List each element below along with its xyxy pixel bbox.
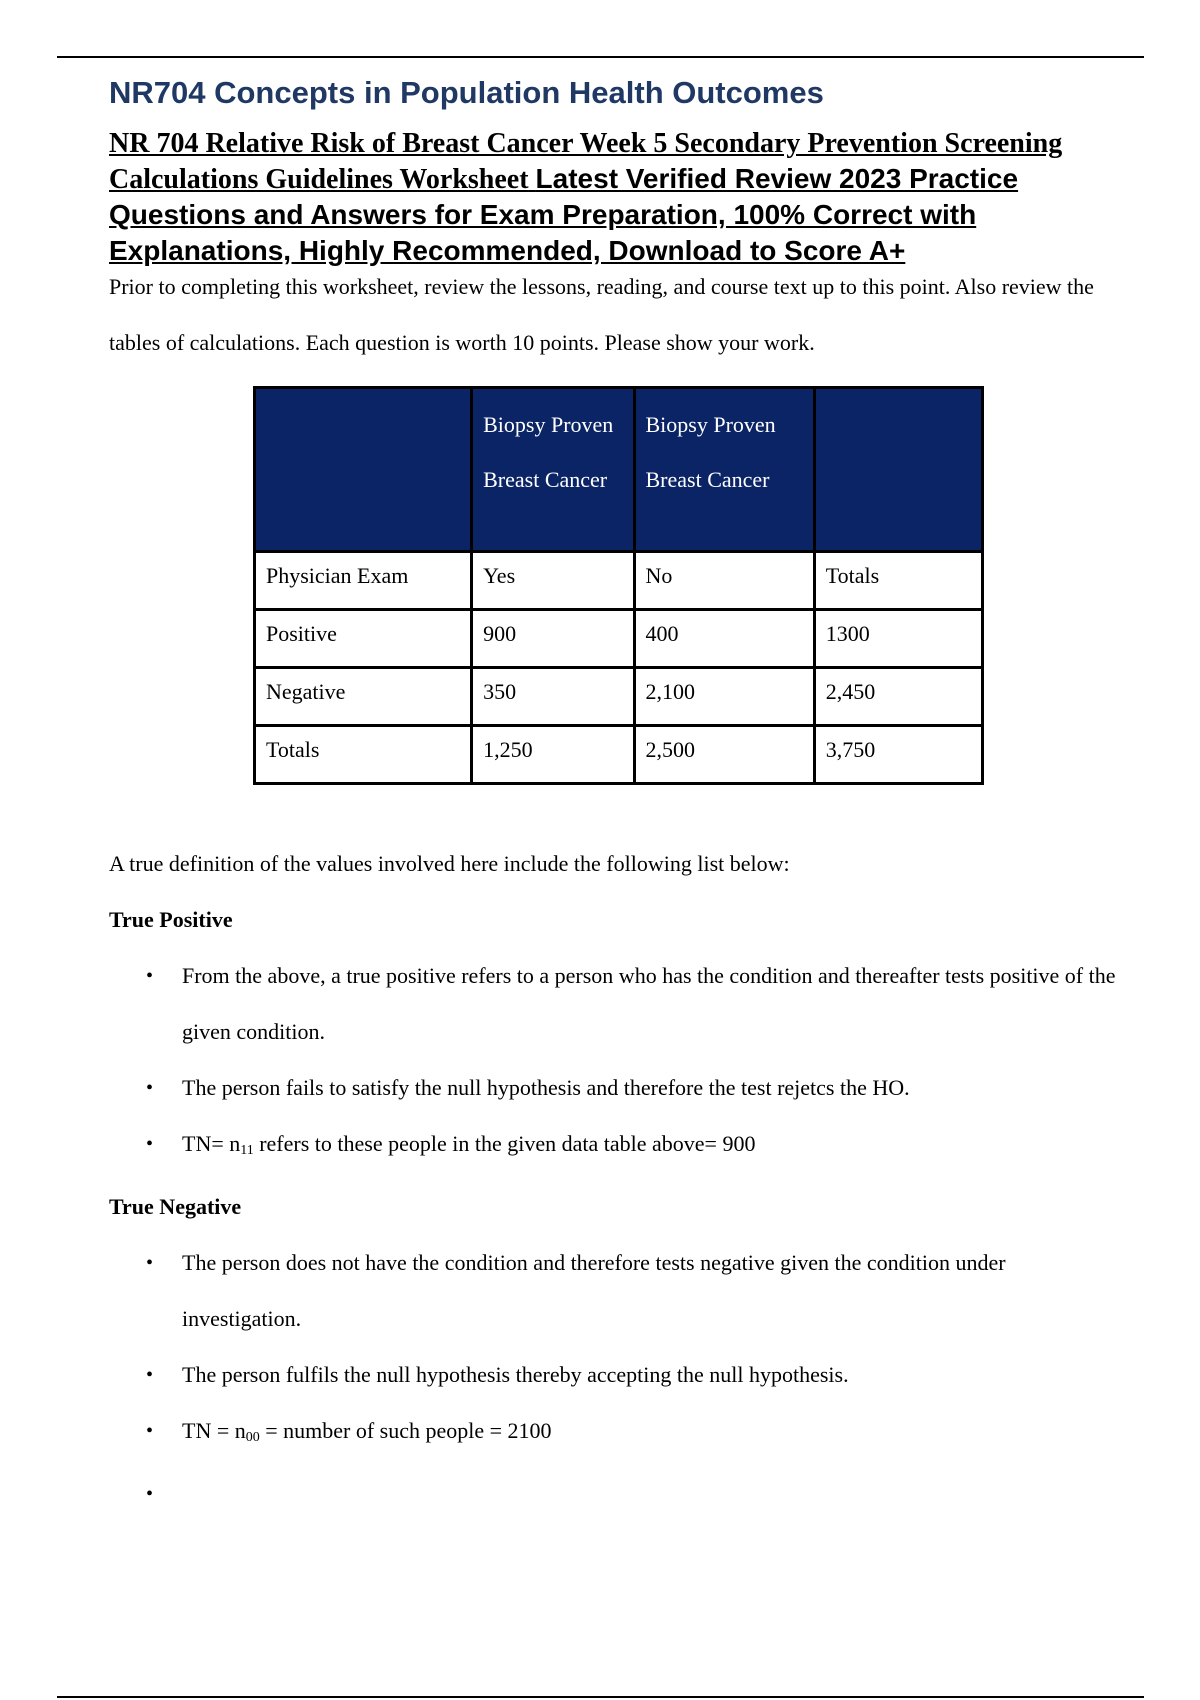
list-item-text: The person fulfils the null hypothesis thereby accepting the null hypothesis. [182,1362,849,1387]
true-positive-list [109,948,1119,1179]
table-row [255,726,983,784]
document-title [109,126,1119,269]
list-item-text: From the above, a true positive refers to a person who has the condition and thereafter tests positive of the given condition. [182,963,1116,1044]
bullet-icon: • [146,1420,154,1442]
document-body [109,70,1119,371]
true-negative-heading: True Negative [109,1194,242,1219]
table-cell: Positive [255,610,472,668]
table-cell: 2,500 [634,726,814,784]
table-cell: 1300 [814,610,982,668]
list-item-subscript: 00 [245,1430,260,1445]
table-row [255,552,983,610]
table-cell: Physician Exam [255,552,472,610]
table-cell: No [634,552,814,610]
bullet-icon: • [146,1252,154,1274]
table-cell: Negative [255,668,472,726]
document-title-sans: Latest Verified Review 2023 Practice Questions and Answers for Exam Preparation, 100% Correct with Explanations, Highly Recommended, Download to Score A+ [109,163,1019,266]
list-item-subscript: 11 [240,1143,254,1158]
course-title: NR704 Concepts in Population Health Outcomes [109,75,824,110]
bottom-rule [57,1696,1144,1698]
table-cell: Yes [472,552,634,610]
bullet-icon: • [146,965,154,987]
list-item-suffix: = number of such people = 2100 [259,1418,552,1443]
bullet-icon: • [146,1483,154,1505]
list-item [109,1116,1119,1179]
list-item-prefix: TN= n [182,1131,241,1156]
table-cell: 2,450 [814,668,982,726]
definitions-lead: A true definition of the values involved here include the following list below: [109,851,790,876]
definitions-section [109,836,1119,1522]
list-item [109,1466,1119,1522]
table-cell: 400 [634,610,814,668]
list-item-prefix: TN = n [182,1418,246,1443]
bullet-icon: • [146,1077,154,1099]
table-header-cell [255,388,472,552]
list-item [109,1347,1119,1403]
list-item [109,1403,1119,1466]
list-item-text: The person does not have the condition and therefore tests negative given the condition under investigation. [182,1250,1006,1331]
screening-table [253,386,984,785]
top-rule [57,56,1144,58]
table-cell: 900 [472,610,634,668]
table-cell: Totals [255,726,472,784]
table-header-cell: Biopsy Proven Breast Cancer [472,388,634,552]
list-item [109,948,1119,1060]
list-item-suffix: refers to these people in the given data table above= 900 [253,1131,756,1156]
list-item [109,1060,1119,1116]
table-cell: 1,250 [472,726,634,784]
table-cell: 2,100 [634,668,814,726]
table-row [255,610,983,668]
table-header-row [255,388,983,552]
table-cell: 3,750 [814,726,982,784]
list-item-text: The person fails to satisfy the null hypothesis and therefore the test rejetcs the HO. [182,1075,910,1100]
table-cell: Totals [814,552,982,610]
true-negative-list [109,1235,1119,1522]
intro-paragraph: Prior to completing this worksheet, review the lessons, reading, and course text up to this point. Also review the tables of calculations. Each question is worth 10 points. Please show your work. [109,274,1094,355]
table-row [255,668,983,726]
table-header-cell [814,388,982,552]
list-item [109,1235,1119,1347]
document-title-serif: NR 704 Relative Risk of Breast Cancer Week 5 Secondary Prevention Screening Calculations Guidelines Worksheet [109,128,1063,195]
true-positive-heading: True Positive [109,907,233,932]
table-cell: 350 [472,668,634,726]
table-header-cell: Biopsy Proven Breast Cancer [634,388,814,552]
bullet-icon: • [146,1133,154,1155]
bullet-icon: • [146,1364,154,1386]
